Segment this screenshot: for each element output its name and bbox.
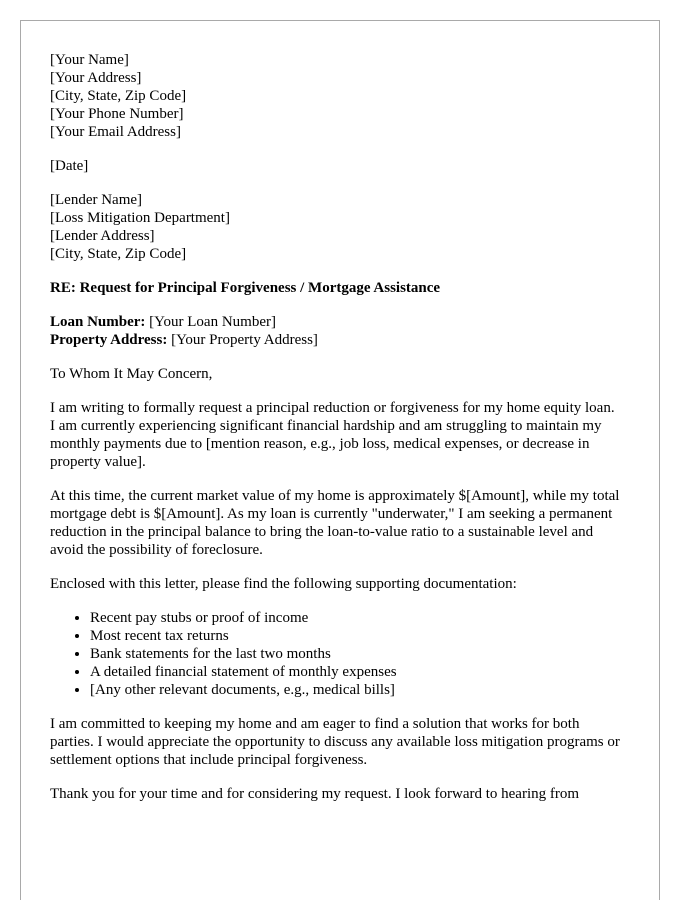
subject-block (50, 279, 620, 297)
recipient-address-block (50, 191, 620, 263)
sender-address-block (50, 51, 620, 141)
list-item: • Most recent tax returns (90, 627, 620, 645)
loan-number-value: [Your Loan Number] (145, 314, 276, 330)
sender-phone: [Your Phone Number] (50, 106, 184, 122)
list-item: • Bank statements for the last two months (90, 645, 620, 663)
date-block (50, 157, 620, 175)
recipient-department: [Loss Mitigation Department] (50, 210, 230, 226)
sender-city-state-zip: [City, State, Zip Code] (50, 88, 187, 104)
property-address-value: [Your Property Address] (167, 332, 318, 348)
property-address-line (50, 331, 620, 349)
paragraph-market-value: At this time, the current market value of my home is approximately $[Amount], while my total mortgage debt is $[Amount]. As my loan is currently "underwater," I am seeking a permanent reduction in the principal balance to bring the loan-to-value ratio to a sustainable level and avoid the possibility of foreclosure. (50, 488, 620, 558)
paragraph-commitment: I am committed to keeping my home and am eager to find a solution that works for both parties. I would appreciate the opportunity to discuss any available loss mitigation programs or settlement options that include principal forgiveness. (50, 716, 620, 768)
letter-page (20, 20, 660, 900)
list-item: • A detailed financial statement of monthly expenses (90, 663, 620, 681)
paragraph-request: I am writing to formally request a principal reduction or forgiveness for my home equity loan. I am currently experiencing significant financial hardship and am struggling to maintain my monthly payments due to [mention reason, e.g., job loss, medical expenses, or decrease in property value]. (50, 400, 615, 470)
property-address-label: Property Address: (50, 332, 168, 348)
recipient-city-state-zip: [City, State, Zip Code] (50, 246, 187, 262)
recipient-address: [Lender Address] (50, 228, 155, 244)
letter-body (50, 51, 620, 819)
paragraph-enclosures-intro: Enclosed with this letter, please find the following supporting documentation: (50, 576, 517, 592)
sender-address: [Your Address] (50, 70, 142, 86)
recipient-name: [Lender Name] (50, 192, 143, 208)
paragraph-closing: Thank you for your time and for considering my request. I look forward to hearing from (50, 786, 580, 802)
subject-line: RE: Request for Principal Forgiveness / Mortgage Assistance (50, 280, 441, 296)
list-item: • Recent pay stubs or proof of income (90, 609, 620, 627)
sender-email: [Your Email Address] (50, 124, 181, 140)
loan-number-label: Loan Number: (50, 314, 146, 330)
loan-number-line (50, 313, 620, 331)
letter-date: [Date] (50, 158, 89, 174)
sender-name: [Your Name] (50, 52, 129, 68)
list-item: • [Any other relevant documents, e.g., medical bills] (90, 681, 620, 699)
loan-details-block (50, 313, 620, 349)
documents-list (50, 609, 620, 699)
salutation: To Whom It May Concern, (50, 366, 213, 382)
